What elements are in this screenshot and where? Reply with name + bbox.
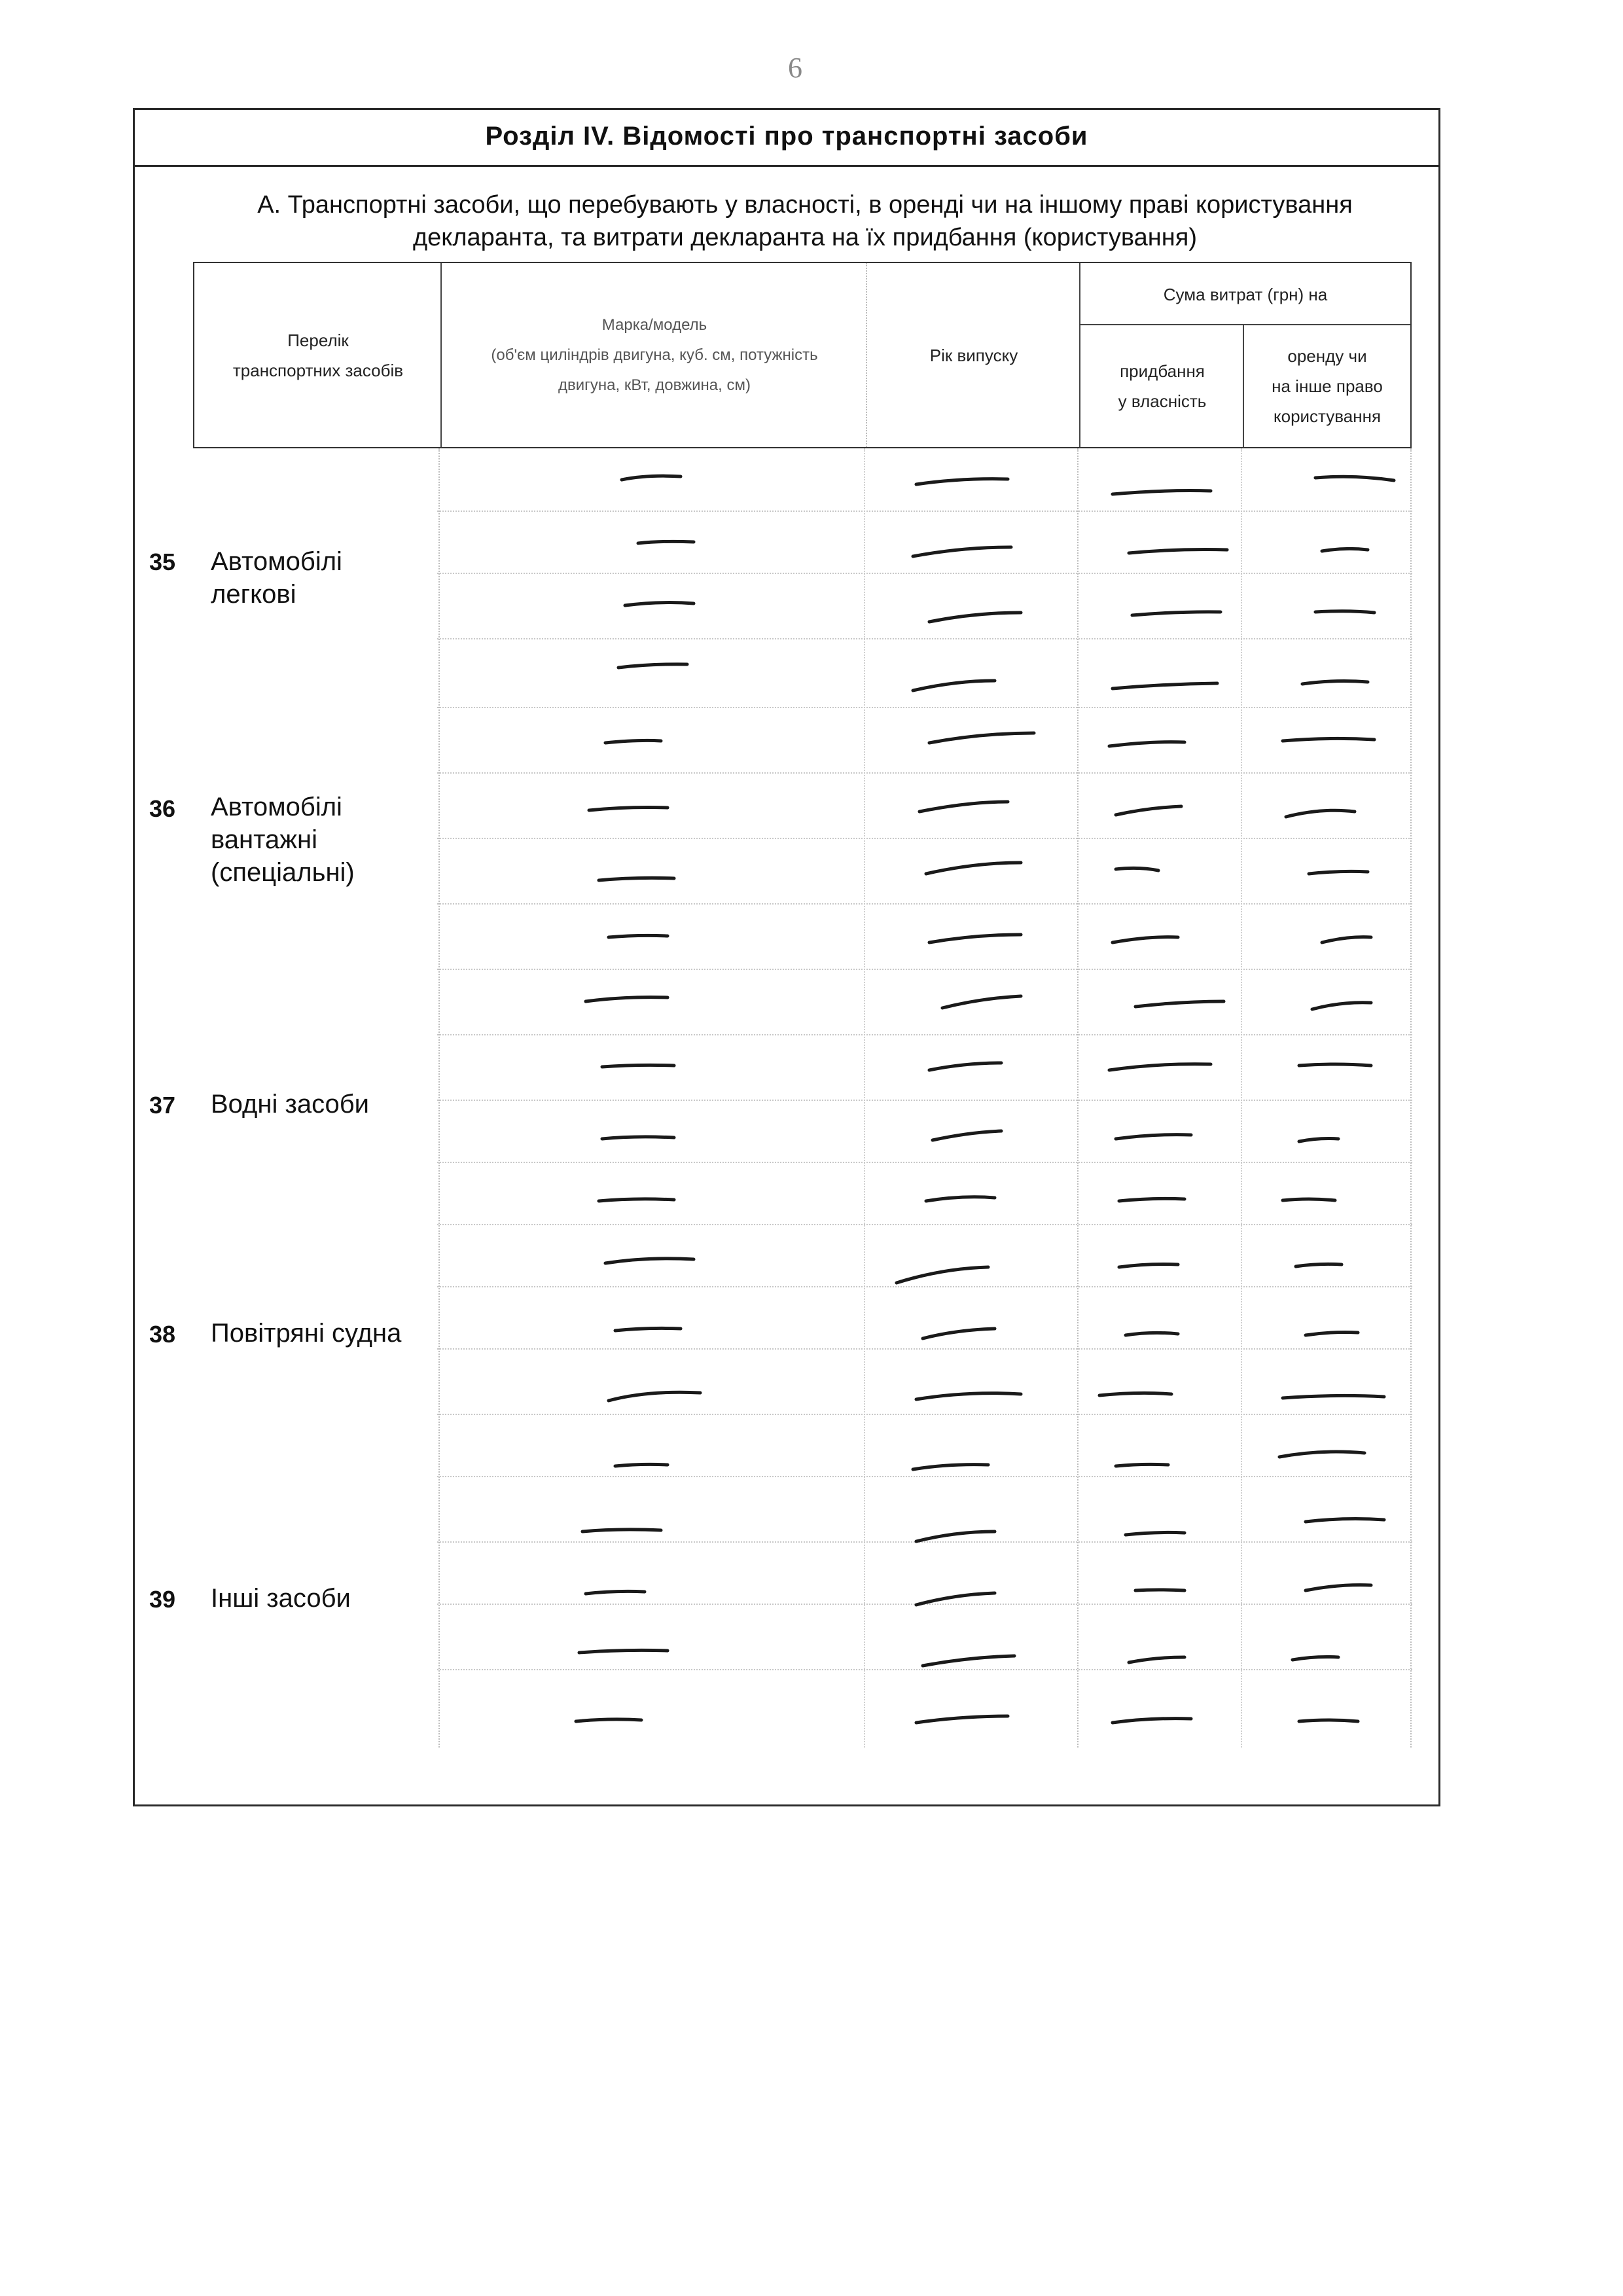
header-expenses: Сума витрат (грн) на <box>1163 284 1328 304</box>
row-divider <box>437 1541 1412 1543</box>
column-divider <box>1410 448 1412 1748</box>
row-label-36-line3: (спеціальні) <box>211 858 355 887</box>
header-purchase-line1: придбання <box>1120 361 1205 381</box>
row-label-35 <box>211 545 427 611</box>
row-label-35-line1: Автомобілі <box>211 547 342 576</box>
row-divider <box>437 1669 1412 1670</box>
header-purchase-line2: у власність <box>1118 391 1207 411</box>
row-label-38-line1: Повітряні судна <box>211 1319 402 1348</box>
row-number-35: 35 <box>149 548 176 575</box>
subsection-heading-line1: А. Транспортні засоби, що перебувають у власності, в оренді чи на іншому праві користування <box>257 191 1353 219</box>
column-divider <box>1241 448 1242 1748</box>
row-label-36 <box>211 791 427 889</box>
row-divider <box>437 707 1412 708</box>
row-divider <box>437 1162 1412 1163</box>
row-divider <box>437 1034 1412 1035</box>
row-number-36: 36 <box>149 795 176 822</box>
row-divider <box>437 838 1412 839</box>
header-year: Рік випуску <box>929 345 1018 365</box>
subsection-heading-line2: декларанта, та витрати декларанта на їх придбання (користування) <box>412 224 1197 251</box>
header-divider <box>440 263 442 447</box>
row-number-37: 37 <box>149 1092 176 1119</box>
column-divider <box>864 448 865 1748</box>
column-divider <box>1077 448 1079 1748</box>
header-divider <box>866 263 867 447</box>
header-cell-purchase <box>1080 325 1244 447</box>
header-cell-expenses <box>1080 263 1410 325</box>
row-label-36-line1: Автомобілі <box>211 793 342 821</box>
row-divider <box>437 1224 1412 1225</box>
row-divider <box>437 1100 1412 1101</box>
row-divider <box>437 1476 1412 1477</box>
header-cell-make-model <box>442 263 867 447</box>
section-title-bar <box>133 108 1440 167</box>
header-rent-line1: оренду чи <box>1287 346 1367 366</box>
section-title: Розділ IV. Відомості про транспортні засоби <box>485 122 1088 151</box>
header-rent-line2: на інше право <box>1272 376 1383 396</box>
header-divider <box>1079 263 1080 447</box>
row-label-36-line2: вантажні <box>211 825 317 854</box>
row-divider <box>437 573 1412 574</box>
row-label-37 <box>211 1088 427 1121</box>
row-number-38: 38 <box>149 1321 176 1348</box>
row-label-35-line2: легкові <box>211 580 296 609</box>
header-list-line2: транспортних засобів <box>232 360 404 380</box>
row-label-39-line1: Інші засоби <box>211 1584 351 1613</box>
header-rent-line3: користування <box>1273 406 1382 426</box>
header-make-model-line1: Марка/модель <box>601 315 707 334</box>
row-number-39: 39 <box>149 1586 176 1613</box>
header-cell-year <box>867 263 1080 447</box>
row-divider <box>437 638 1412 639</box>
row-label-38 <box>211 1317 427 1350</box>
page-number: 6 <box>788 52 802 84</box>
header-make-model-line2: (об'єм циліндрів двигуна, куб. см, потужність <box>491 346 818 364</box>
row-label-37-line1: Водні засоби <box>211 1090 370 1119</box>
header-list-line1: Перелік <box>287 330 349 350</box>
row-divider <box>437 1286 1412 1287</box>
row-divider <box>437 903 1412 905</box>
header-divider <box>1079 324 1410 325</box>
row-divider <box>437 1414 1412 1415</box>
table-header <box>193 262 1412 448</box>
row-divider <box>437 772 1412 774</box>
header-make-model-line3: двигуна, кВт, довжина, см) <box>558 376 751 394</box>
row-divider <box>437 511 1412 512</box>
row-divider <box>437 1604 1412 1605</box>
row-divider <box>437 969 1412 970</box>
header-cell-rent <box>1244 325 1410 447</box>
header-divider <box>1243 325 1244 447</box>
header-cell-list <box>194 263 442 447</box>
subsection-heading <box>209 188 1400 254</box>
row-divider <box>437 1348 1412 1350</box>
column-divider <box>438 448 440 1748</box>
row-label-39 <box>211 1582 427 1615</box>
